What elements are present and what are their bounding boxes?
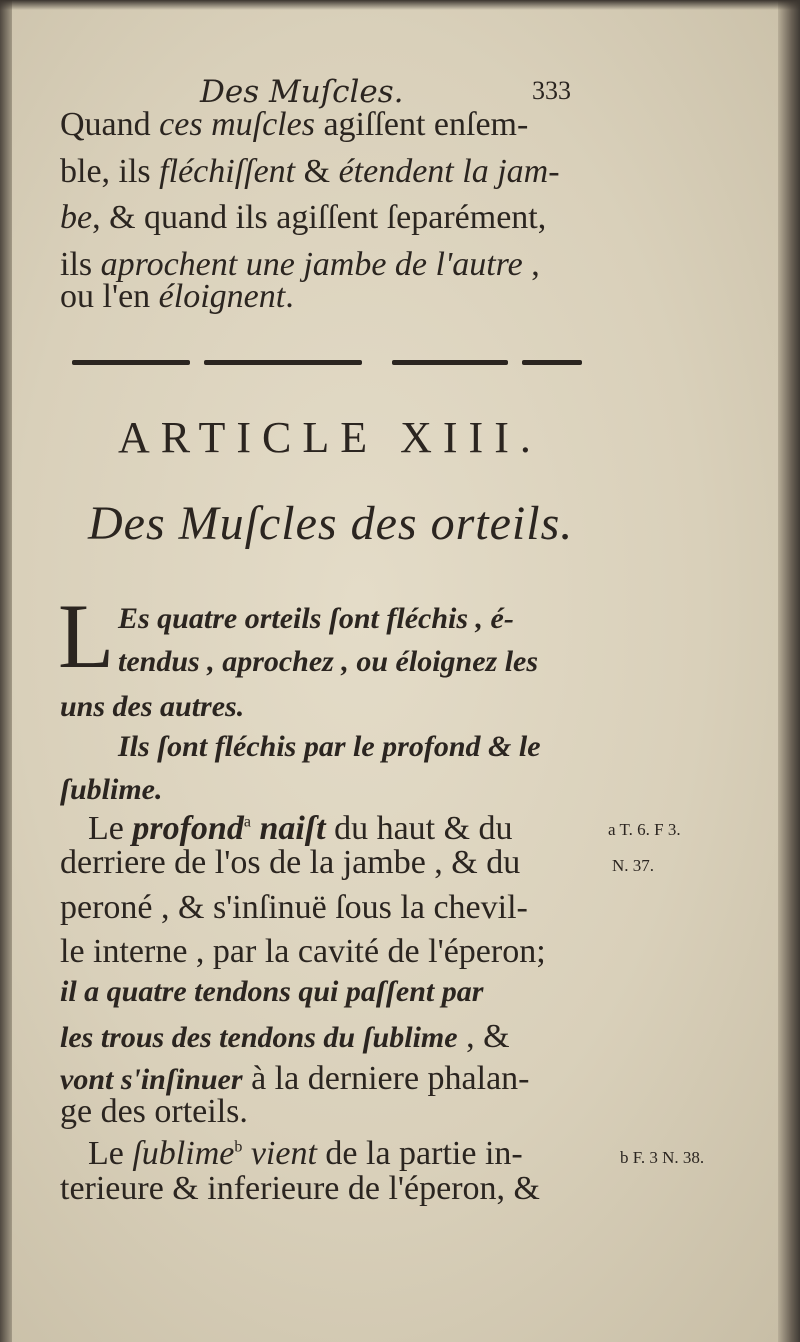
- intro-line-3: be, & quand ils agiſſent ſeparément,: [60, 199, 547, 236]
- drop-cap: L: [58, 585, 115, 687]
- para1-line-1: Es quatre orteils ſont fléchis , é-: [118, 602, 514, 635]
- article-heading: ARTICLE XIII.: [118, 413, 542, 462]
- para4-line-2: terieure & inferieure de l'éperon, &: [60, 1170, 541, 1207]
- intro-line-5: ou l'en éloignent.: [60, 278, 294, 315]
- para2-line-2: ſublime.: [60, 773, 163, 806]
- para1-line-3: uns des autres.: [60, 690, 245, 723]
- page-number: 333: [532, 76, 571, 105]
- margin-note-a-line-1: a T. 6. F 3.: [608, 820, 681, 839]
- para3-line-7: vont s'inſinuer à la derniere phalan-: [60, 1060, 530, 1097]
- intro-line-4: ils aprochent une jambe de l'autre ,: [60, 246, 540, 283]
- para3-line-3: peroné , & s'inſinuë ſous la chevil-: [60, 889, 528, 926]
- page-edge-shadow: [778, 0, 800, 1342]
- para3-line-8: ge des orteils.: [60, 1093, 248, 1130]
- intro-line-1: Quand ces muſcles agiſſent enſem-: [60, 106, 529, 143]
- para1-line-2: tendus , aprochez , ou éloignez les: [118, 645, 539, 678]
- para3-line-2: derriere de l'os de la jambe , & du: [60, 844, 521, 881]
- para4-line-1: Le ſublime$^b$ vient de la partie in-: [88, 1135, 523, 1172]
- running-head: Des Muſcles.: [200, 74, 404, 110]
- para3-line-5: il a quatre tendons qui paſſent par: [60, 975, 484, 1008]
- page-top-shadow: [0, 0, 800, 10]
- margin-note-a-line-2: N. 37.: [612, 856, 655, 875]
- section-title: Des Muſcles des orteils.: [88, 497, 574, 550]
- page-gutter-shadow: [0, 0, 12, 1342]
- para3-line-1: Le profond$^a$ naiſt du haut & du: [88, 810, 513, 847]
- para3-line-4: le interne , par la cavité de l'éperon;: [60, 933, 546, 970]
- para2-line-1: Ils ſont fléchis par le profond & le: [118, 730, 541, 763]
- margin-note-b: b F. 3 N. 38.: [620, 1148, 705, 1167]
- para3-line-6: les trous des tendons du ſublime , &: [60, 1018, 510, 1055]
- intro-line-2: ble, ils fléchiſſent & étendent la jam-: [60, 153, 560, 190]
